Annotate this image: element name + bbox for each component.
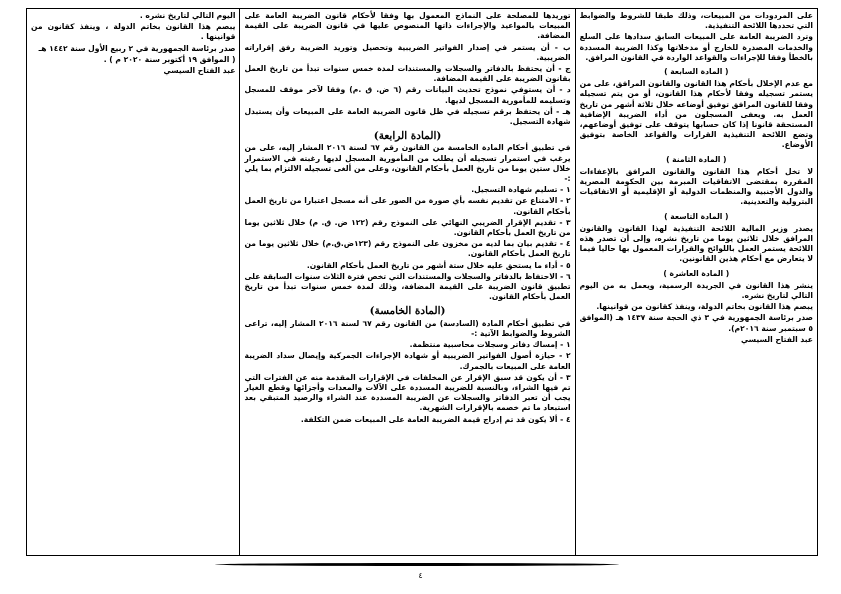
list-item: ٦ - الاحتفاظ بالدفاتر والسجلات والمستندات التي تخص فترة الثلاث سنوات السابقة على تطبيق قانون الضريبة على القيمة المضافة، وذلك لمدة خمس سنوات تبدأ من تاريخ العمل بأحكام القانون. xyxy=(244,271,571,302)
middle-column xyxy=(239,9,574,555)
list-item: ٢ - حيازة أصول الفواتير الضريبية أو شهادة الإجراءات الجمركية وإيصال سداد الضريبة العامة على المبيعات بالجمرك. xyxy=(244,351,571,371)
paragraph: ب - أن يستمر في إصدار الفواتير الضريبية وتحصيل وتوريد الضريبة رفق إقراراته الضريبية. xyxy=(244,42,571,62)
issue-date: صدر برئاسة الجمهورية في ٢ ربيع الأول سنة ١٤٤٢ هـ xyxy=(38,43,236,53)
list-item: ٢ - الامتناع عن تقديم نفسه بأي صورة من الصور على أنه مسجل اعتبارا من تاريخ العمل بأحكام القانون. xyxy=(244,196,571,216)
issue-date-gregorian: ( الموافق ١٩ أكتوبر سنة ٢٠٢٠ م ) . xyxy=(103,54,236,64)
paragraph: على المردودات من المبيعات، وذلك طبقا للشروط والضوابط التي تحددها اللائحة التنفيذية. xyxy=(579,11,813,31)
list-item: ١ - تسليم شهادة التسجيل. xyxy=(471,185,571,195)
article-nine-title: ( المادة التاسعة ) xyxy=(664,211,729,221)
list-item: ٣ - أن يكون قد سبق الإقرار عن المخلفات في الإقرارات المقدمة منه عن الفترات التي تم فيها الشراء، وبالنسبة للضريبة المسددة على الآلات والمعدات وأجزائها وقطع الغيار يجب أن تعبر الدفاتر والسجلات عن الضريبة المسددة عند الشراء والرصيد المتبقي بعد استبعاد ما تم خصمه بالإقرارات الشهرية. xyxy=(244,372,571,413)
seal-statement: يبصم هذا القانون بخاتم الدولة ، وينفذ كقانون من قوانينها . xyxy=(31,22,236,42)
article-ten-text: ينشر هذا القانون في الجريدة الرسمية، ويعمل به من اليوم التالي لتاريخ نشره. xyxy=(579,280,813,301)
issue-date: صدر برئاسة الجمهورية في ٣ ذي الحجة سنة ١٤٣٧ هـ (الموافق ٥ سبتمبر سنة ٢٠١٦م). xyxy=(579,313,813,333)
list-item: ٥ - أداء ما يستحق عليه خلال ستة أشهر من تاريخ العمل بأحكام القانون. xyxy=(306,260,571,270)
article-nine-text: يصدر وزير المالية اللائحة التنفيذية لهذا القانون والقانون المرافق خلال ثلاثين يوما من تاريخ نشره، وإلى أن تصدر هذه اللائحة يستمر العمل باللوائح والقرارات المعمول بها حاليا فيما لا يتعارض مع أحكام هذين القانونين. xyxy=(579,223,813,264)
article-five-intro: في تطبيق أحكام المادة (السادسة) من القانون رقم ٦٧ لسنة ٢٠١٦ المشار إليه، تراعى الشروط والضوابط الآتية :- xyxy=(244,318,571,338)
article-seven-text: مع عدم الإخلال بأحكام هذا القانون والقانون المرافق، على من يستمر تسجيله وفقا لأحكام هذا القانون، أو من يتم تسجيله وفقا للقانون المرافق توفيق أوضاعه خلال ثلاثة أشهر من تاريخ العمل به. ويعفى المسجلون من أداء الضريبة الإضافية المستحقة قانونا إذا كان حسابها يتوقف على توفيق أوضاعهم، وتضع اللائحة التنفيذية القرارات والقواعد الخاصة بتوفيق الأوضاع. xyxy=(579,79,813,150)
left-column xyxy=(27,9,239,555)
article-ten-title: ( المادة العاشرة ) xyxy=(663,268,730,278)
page-number: ٤ xyxy=(418,571,423,580)
article-four-title: (المادة الرابعة) xyxy=(373,130,442,143)
list-item: ١ - إمساك دفاتر وسجلات محاسبية منتظمة. xyxy=(409,340,571,350)
paragraph: هـ - أن يحتفظ برقم تسجيله في ظل قانون الضريبة العامة على المبيعات وأن يستبدل شهادة التسجيل. xyxy=(244,106,571,127)
list-item: ٣ - تقديم الإقرار الضريبي النهائي على النموذج رقم (١٢٢ ض. ق. م) خلال ثلاثين يوما من تاريخ العمل بأحكام القانون. xyxy=(244,217,571,238)
paragraph: د - أن يستوفي نموذج تحديث البيانات رقم (٦ ض. ق .م) وفقا لآخر موقف للمسجل وتسليمه للمأمورية المسجل لديها. xyxy=(244,85,571,105)
page-frame xyxy=(26,8,818,556)
seal-statement: يبصم هذا القانون بخاتم الدولة، وينفذ كقانون من قوانينها. xyxy=(596,302,813,312)
signature: عبد الفتاح السيسي xyxy=(163,66,236,76)
paragraph: ج - أن يحتفظ بالدفاتر والسجلات والمستندات لمدة خمس سنوات تبدأ من تاريخ العمل بقانون الضريبة على القيمة المضافة. xyxy=(244,64,571,84)
article-four-intro: في تطبيق أحكام المادة الخامسة من القانون رقم ٦٧ لسنة ٢٠١٦ المشار إليه، على من يرغب في استمرار تسجيله أن يطلب من المأمورية المسجل لديها رغبته في الاستمرار خلال ستين يوما من تاريخ العمل بأحكام القانون، وعلى من ألغى تسجيله الالتزام بما يلي :- xyxy=(244,143,571,184)
list-item: ٤ - تقديم بيان بما لديه من مخزون على النموذج رقم (١٢٣ض.ق.م) خلال ثلاثين يوما من تاريخ العمل بأحكام القانون. xyxy=(244,239,571,259)
footer-divider xyxy=(215,563,619,566)
article-five-title: (المادة الخامسة) xyxy=(369,305,446,318)
list-item: ٤ - ألا يكون قد تم إدراج قيمة الضريبة العامة على المبيعات ضمن التكلفة. xyxy=(300,414,571,424)
paragraph: وترد الضريبة العامة على المبيعات السابق سدادها على السلع والخدمات المصدرة للخارج أو مدخلاتها وكذا الضريبة المسددة بالخطأ وفقا للإجراءات والقواعد الواردة في القانون المرافق. xyxy=(579,32,813,62)
article-seven-title: ( المادة السابعة ) xyxy=(664,67,729,77)
paragraph: اليوم التالي لتاريخ نشره . xyxy=(139,11,236,20)
right-column xyxy=(575,9,817,555)
signature: عبد الفتاح السيسي xyxy=(741,334,813,344)
article-eight-text: لا تخل أحكام هذا القانون والقانون المرافق بالإعفاءات المقررة بمقتضى الاتفاقيات المبرمة بين الحكومة المصرية والدول الأجنبية والمنظمات الدولية أو الإقليمية أو الاتفاقيات البترولية والتعدينية. xyxy=(579,166,813,207)
paragraph: توريدها للمصلحة على النماذج المعمول بها وفقا لأحكام قانون الضريبة العامة على المبيعات بالمواعيد والإجراءات ذاتها المنصوص عليها في قانون الضريبة على القيمة المضافة. xyxy=(244,11,571,41)
article-eight-title: ( المادة الثامنة ) xyxy=(666,154,727,164)
